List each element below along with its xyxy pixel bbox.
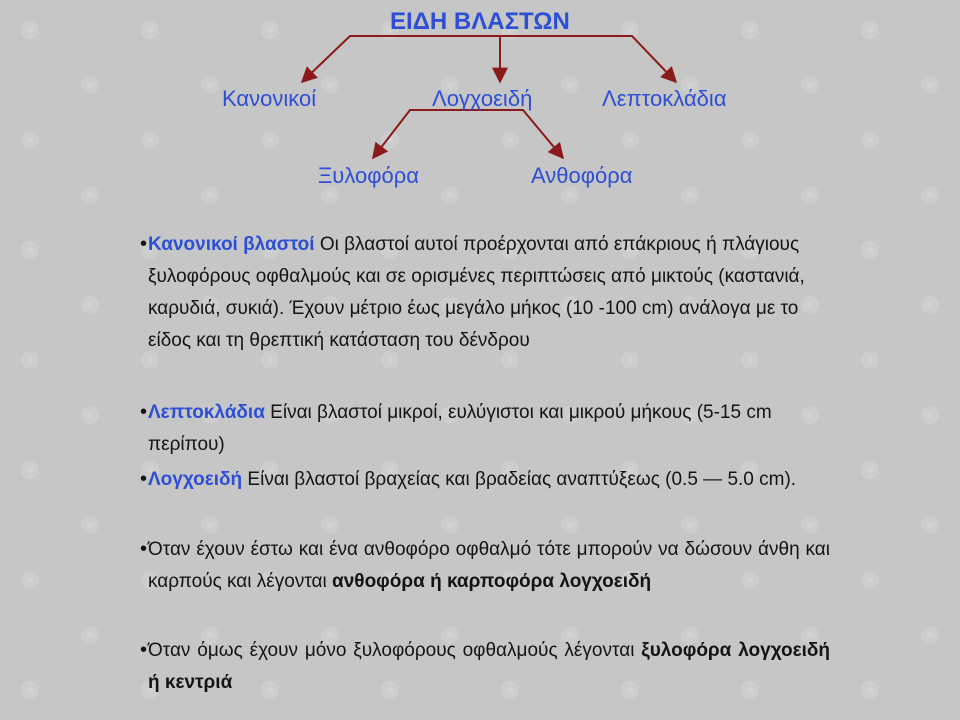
bullet-logxoeidi: [140, 464, 830, 496]
bullet-dot: •: [140, 639, 148, 661]
term-kanonikoi: Κανονικοί βλαστοί: [148, 234, 315, 255]
term-leptokladia: Λεπτοκλάδια: [148, 402, 265, 423]
arrow-to-anthofora: [498, 110, 563, 158]
term-logxoeidi: Λογχοειδή: [148, 469, 243, 490]
node-anthofora: Ανθοφόρα: [531, 163, 633, 188]
bullet-kanonikoi: [140, 229, 830, 357]
node-leptokladia: Λεπτοκλάδια: [602, 86, 727, 111]
text-anthofora: Όταν έχουν έστω και ένα ανθοφόρο οφθαλμό τότε μπορούν να δώσουν άνθη και καρπούς και λέγονται: [148, 539, 830, 592]
bullet-anthofora: [140, 534, 830, 598]
arrow-to-kanonikoi: [302, 36, 500, 82]
text-kanonikoi: Οι βλαστοί αυτοί προέρχονται από επάκριους ή πλάγιους ξυλοφόρους οφθαλμούς και σε ορισμένες περιπτώσεις από μικτούς (καστανιά, καρυδιά, συκιά). Έχουν μέτριο έως μεγάλο μήκος (10 -100 cm) ανάλογα με το είδος και τη θρεπτική κατάσταση του δένδρου: [148, 234, 805, 351]
bullet-dot: •: [140, 538, 148, 560]
node-logxoeidi: Λογχοειδή: [432, 86, 533, 111]
bullet-dot: •: [140, 401, 148, 423]
node-xylofora: Ξυλοφόρα: [318, 163, 419, 188]
slide-title: ΕΙΔΗ ΒΛΑΣΤΩΝ: [390, 8, 570, 35]
text-leptokladia: Είναι βλαστοί μικροί, ευλύγιστοι και μικρού μήκους (5-15 cm περίπου): [148, 402, 772, 455]
arrow-to-xylofora: [373, 110, 498, 158]
bullet-dot: •: [140, 468, 148, 490]
text-logxoeidi: Είναι βλαστοί βραχείας και βραδείας αναπτύξεως (0.5 — 5.0 cm).: [242, 469, 797, 490]
bullet-xylofora: [140, 635, 830, 699]
text-xylofora: Όταν όμως έχουν μόνο ξυλοφόρους οφθαλμούς λέγονται: [148, 640, 642, 661]
bullet-dot: •: [140, 233, 148, 255]
bold-xylofora: ξυλοφόρα λογχοειδή ή κεντριά: [148, 640, 830, 693]
bullet-leptokladia: [140, 397, 830, 461]
bold-anthofora: ανθοφόρα ή καρποφόρα λογχοειδή: [332, 571, 652, 592]
arrow-to-leptokladia: [500, 36, 676, 82]
node-kanonikoi: Κανονικοί: [222, 86, 317, 111]
